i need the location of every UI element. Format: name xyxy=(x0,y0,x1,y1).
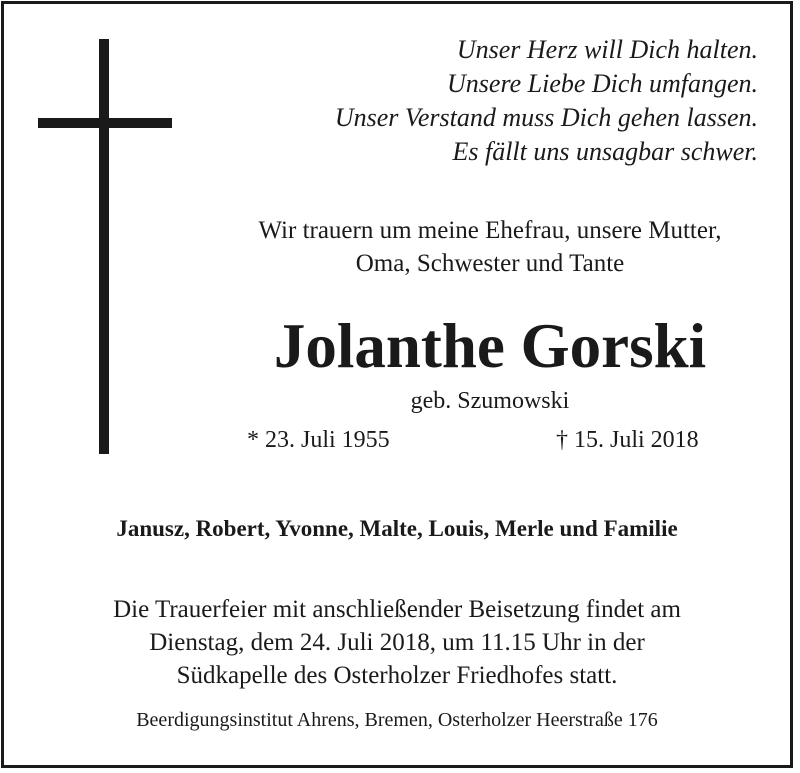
birth-name: geb. Szumowski xyxy=(410,388,570,414)
death-date: † 15. Juli 2018 xyxy=(556,427,699,453)
poem-line: Es fällt uns unsagbar schwer. xyxy=(452,137,758,166)
mourning-intro xyxy=(200,214,780,280)
cross-horizontal-beam xyxy=(38,118,172,128)
service-line: Die Trauerfeier mit anschließender Beisetzung findet am xyxy=(113,596,681,623)
poem-line: Unser Herz will Dich halten. xyxy=(456,35,758,64)
funeral-service-info xyxy=(0,593,794,692)
service-line: Südkapelle des Osterholzer Friedhofes statt. xyxy=(176,662,618,689)
deceased-name: Jolanthe Gorski xyxy=(273,311,707,381)
mourners-family: Janusz, Robert, Yvonne, Malte, Louis, Merle und Familie xyxy=(116,516,678,541)
cross-vertical-beam xyxy=(99,39,109,454)
birth-date: * 23. Juli 1955 xyxy=(247,427,390,453)
funeral-home: Beerdigungsinstitut Ahrens, Bremen, Osterholzer Heerstraße 176 xyxy=(136,709,658,731)
service-line: Dienstag, dem 24. Juli 2018, um 11.15 Uhr in der xyxy=(149,629,645,656)
intro-line: Wir trauern um meine Ehefrau, unsere Mutter, xyxy=(258,217,722,244)
poem xyxy=(238,33,758,169)
intro-line: Oma, Schwester und Tante xyxy=(355,250,625,277)
poem-line: Unsere Liebe Dich umfangen. xyxy=(447,69,758,98)
poem-line: Unser Verstand muss Dich gehen lassen. xyxy=(334,103,758,132)
